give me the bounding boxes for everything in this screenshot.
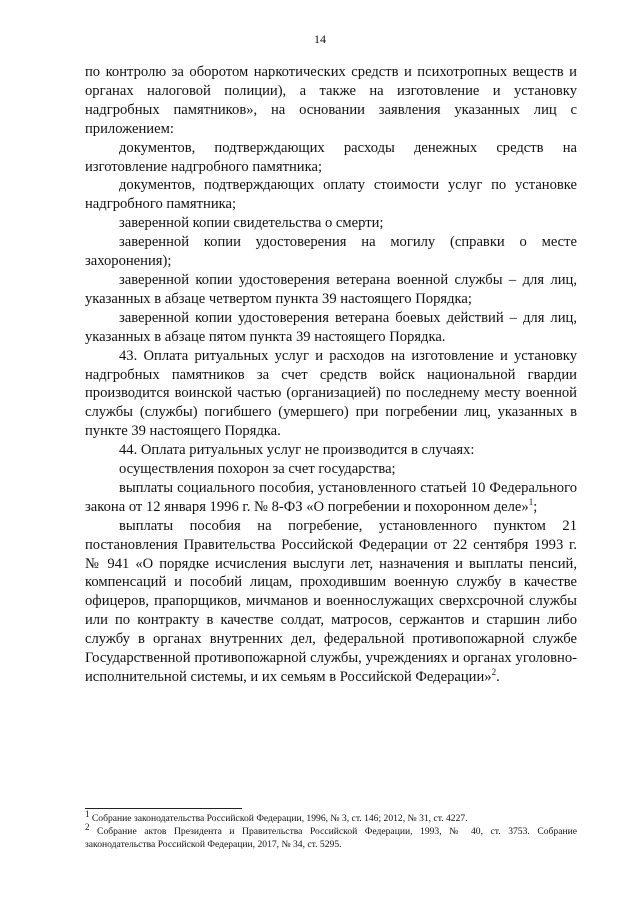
- footnote-mark: 1: [85, 808, 90, 819]
- footnote-2: [85, 821, 577, 851]
- footnote-text: Собрание законодательства Российской Федерации, 1996, № 3, ст. 146; 2012, № 31, ст. 4227.: [89, 813, 468, 824]
- punctuation: .: [496, 669, 500, 685]
- punctuation: ;: [533, 498, 538, 515]
- paragraph-text: выплаты пособия на погребение, установленного пунктом 21 постановления Правительства Российской Федерации от 22 сентября 1993 г. № 941 «О порядке исчисления выслуги лет, назначения и выплаты пенсий, компенсаций и пособий лицам, проходившим военную службу в качестве офицеров, прапорщиков, мичманов и военнослужащих сверхсрочной службы или по контракту в качестве солдат, матросов, сержантов и старшин либо службу в органах внутренних дел, федеральной противопожарной службе Государственной противопожарной службы, учреждениях и органах уголовно-исполнительной системы, и их семьям в Российской Федерации»: [85, 517, 577, 685]
- footnote-divider: [85, 808, 242, 809]
- footnote-ref-2[interactable]: 2: [491, 667, 497, 678]
- paragraph-with-footnote-1: [85, 479, 577, 517]
- paragraph: заверенной копии свидетельства о смерти;: [119, 215, 384, 232]
- footnote-text: Собрание актов Президента и Правительства Российской Федерации, 1993, № 40, ст. 3753. Собрание законодательства Российской Федерации, 2017, № 34, ст. 5295.: [85, 826, 577, 850]
- paragraph-text: выплаты социального пособия, установленного статьей 10 Федерального закона от 12 января 1996 г. № 8-ФЗ «О погребении и похоронном деле»: [85, 479, 577, 515]
- paragraph-43: 43. Оплата ритуальных услуг и расходов на изготовление и установку надгробных памятников за счет средств войск национальной гвардии производится воинской частью (организацией) по последнему месту военной службы (службы) погибшего (умершего) при погребении лиц, указанных в пункте 39 настоящего Порядка.: [85, 347, 577, 440]
- paragraph-44: 44. Оплата ритуальных услуг не производится в случаях:: [119, 442, 475, 459]
- paragraph: документов, подтверждающих расходы денежных средств на изготовление надгробного памятника;: [85, 139, 577, 175]
- paragraph: по контролю за оборотом наркотических средств и психотропных веществ и органах налоговой полиции), а также на изготовление и установку надгробных памятников», на основании заявления указанных лиц с приложением:: [85, 64, 577, 137]
- footnotes: [85, 808, 577, 851]
- paragraph: осуществления похорон за счет государства;: [119, 461, 396, 478]
- paragraph-with-footnote-2: [85, 517, 577, 687]
- paragraph: заверенной копии удостоверения на могилу (справки о месте захоронения);: [85, 234, 577, 270]
- paragraph: документов, подтверждающих оплату стоимости услуг по установке надгробного памятника;: [85, 177, 577, 213]
- footnote-mark: 2: [85, 821, 90, 832]
- footnote-ref-1[interactable]: 1: [528, 496, 534, 507]
- document-body: [85, 63, 577, 687]
- page-number: 14: [314, 32, 326, 46]
- paragraph: заверенной копии удостоверения ветерана военной службы – для лиц, указанных в абзаце четвертом пункта 39 настоящего Порядка;: [85, 271, 577, 307]
- footnote-1: [85, 808, 577, 825]
- paragraph: заверенной копии удостоверения ветерана боевых действий – для лиц, указанных в абзаце пятом пункта 39 настоящего Порядка.: [85, 309, 577, 345]
